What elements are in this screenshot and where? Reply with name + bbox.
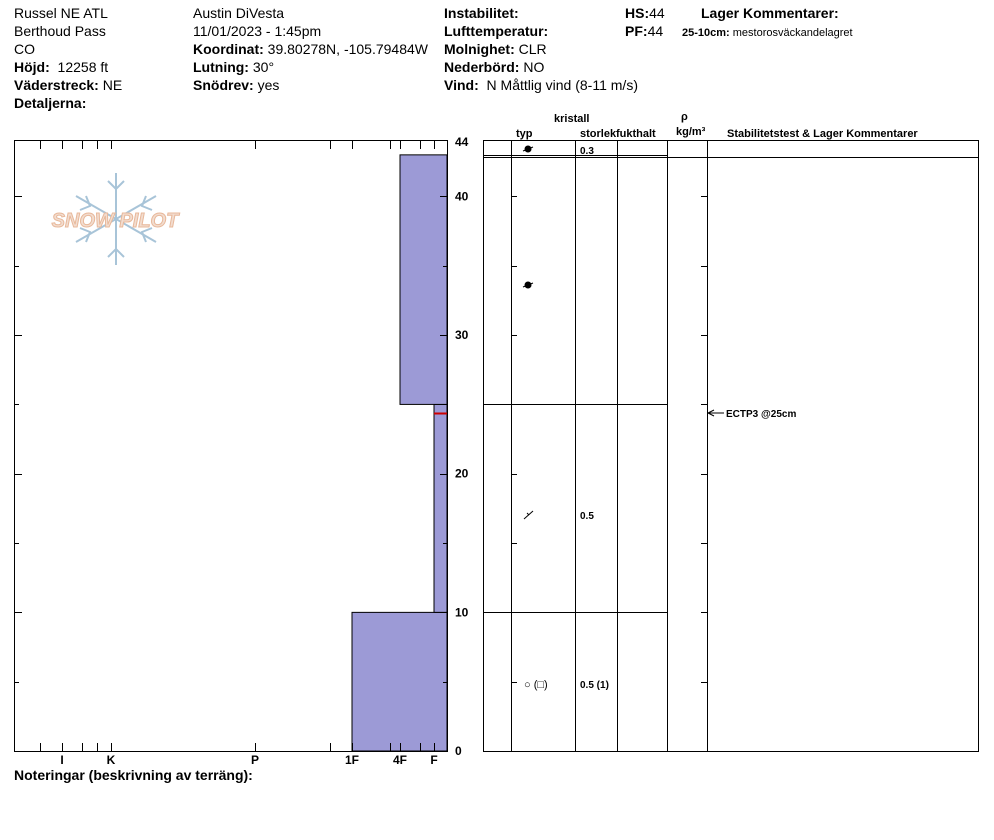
grain-symbol-faceted-rounded-mid [523,282,533,289]
snow-drift: Snödrev: yes [193,77,280,93]
hardness-bars [352,155,447,751]
snow-height: HS:44 [625,5,665,21]
aspect: Väderstreck: NE [14,77,123,93]
depth-label: 10 [455,605,469,620]
rho-header: ρ [681,111,688,123]
state: CO [14,41,35,57]
size-header: storlek [580,128,617,140]
details-label: Detaljerna: [14,95,87,111]
depth-label: 30 [455,328,469,343]
hardness-label: F [430,753,438,767]
hardness-label: 4F [392,753,408,767]
wind: Vind: N Måttlig vind (8-11 m/s) [444,77,638,93]
grain-symbol-faceted-rounded-top [523,146,533,153]
density-unit-header: kg/m³ [676,126,706,138]
stability-test-arrow [708,410,724,416]
cloud-cover: Molnighet: CLR [444,41,547,57]
hardness-bar-0 [352,612,447,751]
hardness-bar-1 [434,404,447,612]
observer: Austin DiVesta [193,5,285,21]
snowpilot-logo [52,173,180,265]
hardness-label: K [106,753,116,767]
elevation: Höjd: 12258 ft [14,59,109,75]
grain-size-top: 0.3 [580,146,594,157]
hardness-label: I [60,753,64,767]
depth-label: 20 [455,466,469,481]
penetration: PF:44 [625,23,664,39]
depth-label: 40 [455,189,469,204]
precipitation: Nederbörd: NO [444,59,545,75]
depth-label: 0 [455,744,462,758]
grain-symbol-decomposing [524,511,533,519]
grain-size-mid: 0.5 [580,511,594,522]
crystal-header: kristall [554,113,590,125]
coordinates: Koordinat: 39.80278N, -105.79484W [193,41,428,57]
moisture-header: fukthalt [616,128,656,140]
hardness-label: P [250,753,260,767]
type-header: typ [516,128,533,140]
depth-label: 44 [455,135,469,149]
datetime: 11/01/2023 - 1:45pm [193,23,322,39]
slope: Lutning: 30° [193,59,275,75]
hardness-bar-2 [400,155,447,405]
layer-comment: 25-10cm: mestorosväckandelagret [682,27,853,39]
logo-text: SNOW PILOT [51,210,179,232]
hardness-label: 1F [344,753,360,767]
layer-table-frame [484,141,979,752]
notes-label: Noteringar (beskrivning av terräng): [14,767,253,783]
area: Berthoud Pass [14,23,106,39]
layer-comments-label: Lager Kommentarer: [701,5,839,21]
table-depth-ticks [511,197,707,683]
grain-symbol-rounded: ○ (□) [524,679,548,691]
stability-header: Stabilitetstest & Lager Kommentarer [727,128,918,140]
grain-size-bottom: 0.5 (1) [580,680,609,691]
location: Russel NE ATL [14,5,108,21]
stability-test-label: ECTP3 @25cm [726,409,797,420]
instability-label: Instabilitet: [444,5,519,21]
air-temp-label: Lufttemperatur: [444,23,549,39]
